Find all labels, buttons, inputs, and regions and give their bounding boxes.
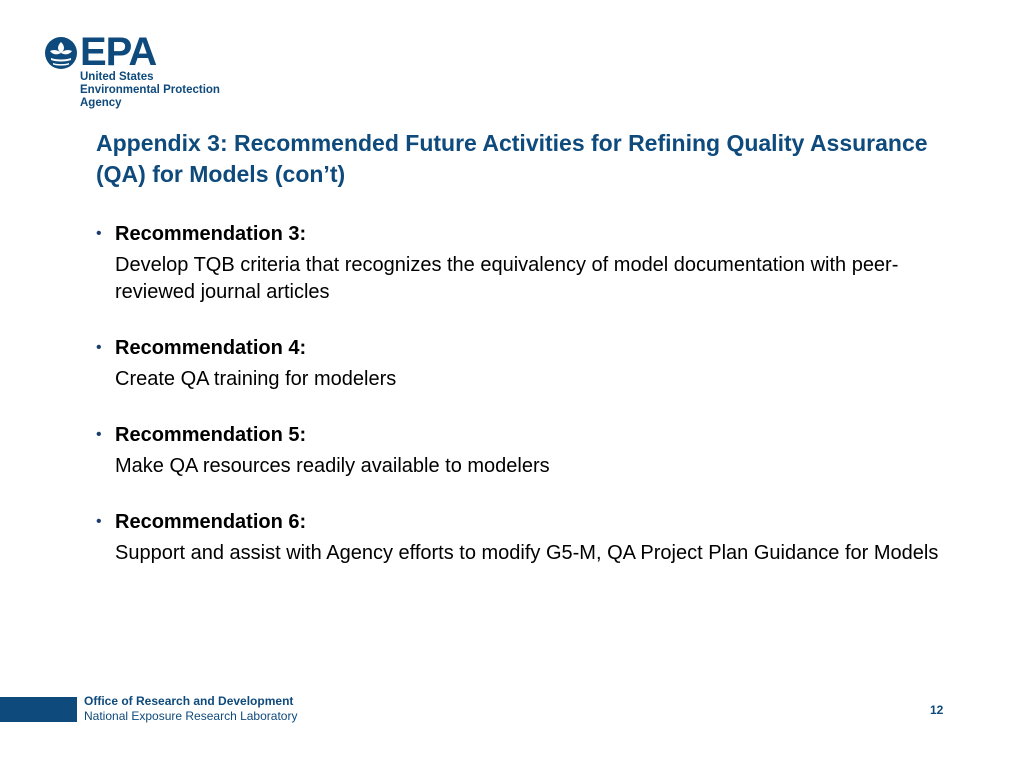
bullet-icon: • bbox=[96, 426, 102, 443]
recommendation-text: Make QA resources readily available to modelers bbox=[115, 455, 550, 477]
agency-line-2: Environmental Protection bbox=[80, 84, 220, 96]
recommendation-item bbox=[96, 508, 966, 567]
recommendation-text: Create QA training for modelers bbox=[115, 368, 397, 390]
recommendation-heading: Recommendation 5: bbox=[115, 424, 307, 446]
footer-lab: National Exposure Research Laboratory bbox=[84, 709, 298, 723]
page-number: 12 bbox=[930, 703, 944, 717]
bullet-icon: • bbox=[96, 339, 102, 356]
agency-line-1: United States bbox=[80, 71, 154, 83]
recommendation-item bbox=[96, 220, 966, 306]
recommendation-text: Support and assist with Agency efforts to modify G5-M, QA Project Plan Guidance for Models bbox=[115, 542, 939, 564]
recommendation-item bbox=[96, 334, 966, 393]
recommendation-text: Develop TQB criteria that recognizes the equivalency of model documentation with peer-reviewed journal articles bbox=[115, 254, 899, 303]
recommendation-item bbox=[96, 421, 966, 480]
bullet-icon: • bbox=[96, 225, 102, 242]
agency-line-3: Agency bbox=[80, 97, 122, 109]
footer-accent-bar bbox=[0, 697, 77, 722]
footer-organization bbox=[84, 694, 297, 724]
recommendation-heading: Recommendation 6: bbox=[115, 511, 307, 533]
epa-wordmark: EPA bbox=[80, 30, 157, 74]
recommendation-heading: Recommendation 3: bbox=[115, 223, 307, 245]
bullet-icon: • bbox=[96, 513, 102, 530]
recommendation-heading: Recommendation 4: bbox=[115, 337, 307, 359]
footer-office: Office of Research and Development bbox=[84, 694, 294, 708]
recommendation-list bbox=[96, 220, 966, 595]
slide-title: Appendix 3: Recommended Future Activities for Refining Quality Assurance (QA) for Models (con’t) bbox=[96, 130, 928, 187]
agency-name bbox=[80, 71, 220, 110]
epa-flower-icon bbox=[44, 36, 78, 70]
epa-logo bbox=[44, 30, 244, 112]
